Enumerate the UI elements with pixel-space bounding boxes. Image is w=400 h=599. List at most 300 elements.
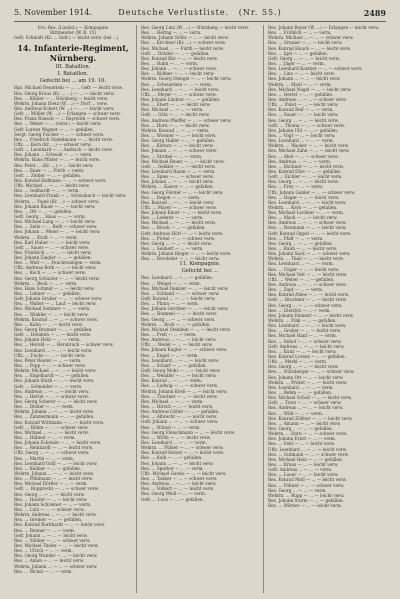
casualty-entry: Res. ... Unger — ... — leicht verw. <box>268 266 340 272</box>
casualty-entry: Res. ... Herold — ... Hersbruck — schwer verw. <box>14 342 114 348</box>
casualty-entry: Res. ... Gebhardt — ... — verm. <box>14 188 80 194</box>
casualty-entry: Res. Konrad Moll — ... — leicht verw. <box>268 477 347 483</box>
casualty-entry: Res. Andreas ... — ... — leicht verw. <box>14 388 90 394</box>
column-divider <box>263 25 264 593</box>
casualty-entry: Res. Andreas ... — ... — schwer verw. <box>268 282 347 288</box>
casualty-entry: Res. ... Pfann — ... — verm. <box>141 301 199 307</box>
casualty-entry: Res. ... Köhler — ... Nürnberg — leicht verw. <box>14 95 109 101</box>
casualty-entry: Res. Andreas ... — ... — leicht verw. <box>141 337 217 343</box>
casualty-entry: Res. Michael ... — ... — leicht verw. <box>14 429 89 435</box>
casualty-entry: Res. ... Albrecht — ... — leicht verw. <box>141 414 218 420</box>
casualty-entry: Res. ... Wirth — ... — leicht verw. <box>141 434 211 440</box>
casualty-entry: Res. Georg ... — ... — leicht verw. <box>141 240 212 246</box>
casualty-entry: Res. Michael ... — Fürth — leicht verw. <box>141 45 224 51</box>
casualty-entry: Res. ... Kraus — ... — leicht verw. <box>268 461 339 467</box>
casualty-entry: Res. ... Engelhardt — ... — gefallen. <box>14 373 90 379</box>
casualty-entry: Res. Johann ... Meier — ... — leicht verw. <box>14 229 101 235</box>
casualty-entry: Res. Karl Huber — ... — leicht verw. <box>14 239 91 245</box>
casualty-entry: Res. Michael Lechner — ... — verm. <box>268 210 345 216</box>
casualty-entry: Res. Leonhard ... — ... — leicht verw. <box>268 199 347 205</box>
casualty-entry: Res. ... Seitz — ... Roth — schwer verw. <box>14 224 98 230</box>
casualty-entry: Res. ... Scharf — ... — gefallen. <box>141 362 207 368</box>
casualty-entry: Wehrm. Michael ... — ... — leicht verw. <box>14 368 97 374</box>
casualty-entry: Res. ... Reinhardt — ... — leicht verw. <box>14 445 94 451</box>
casualty-entry: Res. ... Kunz — ... — leicht verw. <box>268 348 337 354</box>
casualty-entry: Gefr. Andreas Hörl — ... — leicht verw. <box>141 230 224 236</box>
casualty-entry: Res. ... Rösch — ... — gefallen. <box>141 225 206 231</box>
casualty-entry: Uffz. ... Merkl — ... — verm. <box>268 359 328 365</box>
casualty-entry: Wehrm. Johann Dietz (W. ...) — Dorf ... verw. <box>14 100 108 106</box>
casualty-entry: Res. Georg Brunner — ... — gefallen. <box>14 327 93 333</box>
casualty-entry: Res. Johann Ziegler — ... — gefallen. <box>14 255 92 261</box>
casualty-entry: Res. Johann Ott — ... — leicht verw. <box>268 374 344 380</box>
casualty-entry: Res. ... Hirsch — ... — leicht verw. <box>141 403 214 409</box>
casualty-entry: Res. Leonhard ... — ... — leicht verw. <box>141 86 220 92</box>
casualty-entry: Res. ... Trautner — ... — leicht verw. <box>141 393 218 399</box>
casualty-entry: Uffz. Andreas Roth — ... — leicht verw. <box>14 265 97 271</box>
casualty-entry: Res. Johann ... — ... — schwer verw. <box>141 66 218 72</box>
casualty-entry: Res. ... Amon — ... — leicht verw. <box>14 558 85 564</box>
col1-pre-line: Ers.-Res. (Landst.) — Kompagnie <box>37 25 109 30</box>
casualty-entry: Res. Georg Lutz (W. ...) — Nürnberg — leicht verw. <box>141 25 250 30</box>
casualty-entry: Wehrm. ... Dorn — ... — schwer verw. <box>268 431 348 437</box>
casualty-entry: Res. Konrad Zöllner — ... — leicht verw. <box>268 415 353 421</box>
casualty-entry: Wehrm. ... Vogel (Kr. ...) — schwer verw. <box>14 198 100 204</box>
casualty-entry: Hpt. Michael Deuerlein — ... ... Gefr. — leicht verw. <box>14 85 123 91</box>
casualty-entry: Wehrm. Konrad ... — ... — schwer verw. <box>14 316 99 322</box>
casualty-entry: Res. ... Pöhlmann — ... — leicht verw. <box>14 476 94 482</box>
casualty-entry: Res. ... Rößner — ... — leicht verw. <box>141 71 215 77</box>
casualty-entry: Res. ... Neumann — ... — leicht verw. <box>268 225 347 231</box>
casualty-entry: Res. Johann Eckstein — ... — leicht verw. <box>14 440 102 446</box>
casualty-entry: Res. Andreas ... — ... — schwer verw. <box>268 220 347 226</box>
casualty-entry: Res. ... Distler — ... — verm. <box>14 404 74 410</box>
casualty-entry: Res. Georg Weiß — ... — verm. <box>141 491 207 497</box>
casualty-entry: Res. Michael Hanf — ... — verm. <box>268 333 337 339</box>
casualty-entry: Res. ... Horn — ... — leicht verw. <box>141 122 210 128</box>
casualty-entry: Res. Friedrich ... — ... — leicht verw. <box>14 249 92 255</box>
casualty-list <box>14 85 132 573</box>
casualty-entry: Wehrm. Johann Stöhr — ... — leicht verw. <box>141 35 229 41</box>
casualty-entry: Res. Johann Uhl — ... — gefallen. <box>268 127 339 133</box>
casualty-entry: Wehrm. ... Probst — ... — leicht verw. <box>268 379 348 385</box>
casualty-entry: Res. Hans Schmid — ... — leicht verw. <box>14 285 95 291</box>
casualty-entry: Res. Georg ... — ... — leicht verw. <box>268 117 339 123</box>
casualty-entry: Res. ... Popp — ... — schwer verw. <box>14 363 86 369</box>
casualty-entry: Res. Georg ... — ... — gefallen. <box>268 425 333 431</box>
casualty-entry: Gefr. Lorenz Wagner — ... — gefallen. <box>14 126 94 132</box>
casualty-entry: Uffz. Georg ... — ... — schwer verw. <box>14 450 90 456</box>
casualty-entry: Gefr. Georg ... — ... — leicht verw. <box>268 55 341 61</box>
casualty-entry: Res. Johann Bayer (W. ...) — Erlangen — leicht verw. <box>268 25 380 30</box>
casualty-entry: Res. ... Hübner — ... — verm. <box>14 434 76 440</box>
casualty-entry: Res. ... Ebert — ... — leicht verw. <box>141 102 211 108</box>
column-2 <box>141 25 259 593</box>
casualty-entry: Res. ... Prell — ... — verm. <box>141 332 197 338</box>
casualty-entry: Res. Georg Scherer — ... — leicht verw. <box>14 399 98 404</box>
casualty-entry: Wehrm. Johann ... — ... — leicht verw. <box>14 470 95 476</box>
casualty-entry: Res. ... Renner — ... — verm. <box>14 527 76 533</box>
casualty-entry: Gefr. ... Leonhard — ... Ansbach — leicht verw. <box>14 147 113 153</box>
casualty-entry: Res. ... Nürnberger — ... — schwer verw. <box>268 369 355 375</box>
casualty-entry: Res. Johann Sturm — ... — gefallen. <box>268 497 344 503</box>
casualty-entry: Res. Michael Nagel — ... — leicht verw. <box>268 86 352 92</box>
casualty-entry: Res. ... Greiner — ... — gefallen. <box>14 517 83 523</box>
casualty-entry: Wehrm. ... Bock — ... — gefallen. <box>141 321 211 327</box>
casualty-entry: Res. ... Ludwig — ... — schwer verw. <box>141 383 219 389</box>
casualty-entry: Gefr. ... Sauer — ... — schwer verw. <box>14 244 89 250</box>
casualty-entry: Wehrm. ... Kraft — ... — verm. <box>14 234 78 240</box>
casualty-entry: Res. Johann ... — ... — leicht verw. <box>141 179 214 185</box>
casualty-entry: Wehrm. Konrad ... — ... — verm. <box>141 127 210 133</box>
casualty-entry: Res. Konrad Wittmann — ... — leicht verw. <box>14 419 105 425</box>
casualty-entry: Res. ... Rauh — ... — leicht verw. <box>268 246 338 252</box>
casualty-entry: Res. Konrad Hauck — ... — leicht verw. <box>268 45 352 51</box>
casualty-entry: Gefr. ... Müller (W. ...) — Erlangen — schwer verw. <box>14 111 121 117</box>
casualty-entry: Res. Leonhard ... — ... — verm. <box>268 138 334 144</box>
casualty-entry: Res. ... Söllner — ... — schwer verw. <box>14 537 91 543</box>
casualty-entry: Res. Johann ... Schwab — ... — verm. <box>14 152 93 158</box>
casualty-entry: Res. Konrad Lorenz — ... — gefallen. <box>268 354 346 359</box>
casualty-entry: Res. ... Scheuerlein — ... — verm. <box>141 81 213 87</box>
casualty-list <box>141 275 259 501</box>
casualty-entry: Res. ... Ulrich — ... — verm. <box>14 548 73 554</box>
casualty-entry: Res. ... Zapf — ... — verm. <box>268 287 324 293</box>
casualty-entry: Res. Johann Schreiner — ... — verm. <box>14 501 92 507</box>
casualty-entry: Res. ... Weber — ... (verw.) — leicht verw. <box>14 121 102 127</box>
casualty-entry: Res. ... Imhof — ... — schwer verw. <box>268 338 342 344</box>
casualty-entry: Gefr. ... Thoma — ... — schwer verw. <box>268 122 345 128</box>
casualty-entry: Res. ... Pickel — ... — schwer verw. <box>141 235 216 241</box>
casualty-entry: Res. Michael Steinlein — ... — leicht verw. <box>141 326 231 332</box>
casualty-entry: Res. Leonhard ... — ... — verm. <box>268 384 334 390</box>
casualty-entry: Res. Andreas Pfeiffer — ... — schwer verw. <box>141 117 232 123</box>
regiment-heading: 14. Infanterie-Regiment, Nürnberg. <box>17 43 129 64</box>
casualty-entry: Res. Georg ... — ... — verm. <box>268 487 327 493</box>
casualty-entry: Res. ... Hahn — ... — verm. <box>141 60 199 66</box>
casualty-entry: Gefr. ... Heinlein — ... — leicht verw. <box>14 332 92 338</box>
casualty-entry: Res. Georg Fleischmann — ... — leicht verw. <box>141 429 236 435</box>
casualty-entry: Res. ... Igel — ... — gefallen. <box>268 50 329 56</box>
casualty-entry: Res. ... Walter — ... Lauf — leicht verw. <box>14 301 97 307</box>
casualty-entry: Res. ... Kellner — ... — gefallen. <box>14 465 82 471</box>
casualty-entry: Res. ... Spies — ... — schwer verw. <box>141 174 214 180</box>
casualty-entry: Wehrm. ... Kaiser — ... — gefallen. <box>141 184 214 190</box>
casualty-entry: Wehrm. ... Maul — ... — verm. <box>268 81 332 87</box>
casualty-entry: Res. Konrad ... — ... — verm. <box>141 378 203 384</box>
casualty-entry: Gefr. ... Böhm — ... — schwer verw. <box>14 424 89 430</box>
casualty-entry: Res. Andreas ... — ... — schwer verw. <box>268 96 347 102</box>
casualty-entry: Res. ... Kolb — ... — gefallen. <box>141 455 203 461</box>
casualty-entry: Wehrm. ... Rupp — ... — leicht verw. <box>268 492 345 498</box>
casualty-entry: Gefr. Georg Mohr — ... — leicht verw. <box>141 368 221 373</box>
casualty-entry: Res. ... Lutz — ... — schwer verw. <box>14 506 85 512</box>
casualty-entry: Gefr. ... Trost — ... — schwer verw. <box>268 400 342 406</box>
casualty-entry: Res. ... Sperber — ... — verm. <box>141 465 204 471</box>
casualty-entry: Res. ... Hager — ... — leicht verw. <box>268 194 340 200</box>
casualty-entry: Res. Johann Sack — ... — schwer verw. <box>268 251 351 257</box>
casualty-entry: Res. ... Wolf — ... Feuchtwangen — verm. <box>14 260 102 266</box>
casualty-entry: Res. ... Degen — ... — verm. <box>141 194 201 200</box>
casualty-entry: Gefr. ... Dotzler — ... — gefallen. <box>141 50 210 56</box>
casualty-entry: Wehrm. Michael ... — ... — schwer verw. <box>268 35 354 41</box>
casualty-entry: Res. Konrad Reif — ... — verm. <box>268 107 334 113</box>
casualty-entry: Res. Johann Emmert — ... — leicht verw. <box>268 312 354 318</box>
casualty-entry: Wehrm. ... Pühler — ... — schwer verw. <box>141 445 224 451</box>
casualty-entry: Res. ... Drechsler — ... — leicht verw. <box>141 256 220 262</box>
casualty-entry: Res. Michael Deinzer — ... — leicht verw. <box>141 285 229 291</box>
casualty-entry: Res. Michael Bauer — ... — leicht verw. <box>141 158 225 164</box>
casualty-entry: Res. ... Strobel — ... — verm. <box>141 153 203 159</box>
casualty-entry: Res. Michael ... — ... — leicht verw. <box>141 220 216 226</box>
casualty-entry: Gefr. Johann Gruber — ... — schwer verw. <box>14 296 103 302</box>
casualty-entry: Res. Michael ... — ... — verm. <box>141 107 204 113</box>
casualty-entry: Res. ... Linz — ... — leicht verw. <box>268 71 335 77</box>
casualty-entry: Res. ... Lehner — ... — gefallen. <box>14 291 81 297</box>
casualty-entry: Wehrm. ... Wacker — ... — leicht verw. <box>268 143 350 149</box>
casualty-entry: Gefr. ... Rupprecht — ... — schwer verw. <box>14 486 99 492</box>
header-page-number: 2489 <box>363 8 386 18</box>
casualty-entry: Res. Georg ... — ... — leicht verw. <box>268 179 339 185</box>
casualty-entry: Res. Johann Bauer — ... — leicht verw. <box>14 203 96 209</box>
col1-pre-line: Gefr. Schmidt (Kr. ... Gefr.) — leicht verw. (bei ...) <box>14 35 119 41</box>
casualty-entry: Uffz. ... Pabst — ... — leicht verw. <box>268 102 339 108</box>
casualty-entry: Res. Andreas Eckert (W. ...) — ... — leicht verw. <box>14 105 115 111</box>
casualty-entry: Uffz. Johann Gabler — ... — schwer verw. <box>268 189 356 195</box>
casualty-entry: Wehrm. ... Fink — ... — gefallen. <box>268 318 337 324</box>
casualty-entry: Res. Konrad Bär — ... — leicht verw. <box>141 55 218 61</box>
casualty-entry: Gefr. Andreas ... — ... — leicht verw. <box>268 343 345 349</box>
casualty-entry: Res. ... Gutmann — ... — schwer verw. <box>268 451 349 457</box>
casualty-entry: Res. Johann Gerstner — ... — leicht verw. <box>141 306 229 312</box>
casualty-entry: Res. ... Wörner — ... — leicht verw. <box>268 503 342 509</box>
casualty-entry: Res. Leonhard ... — ... — leicht verw. <box>14 347 93 353</box>
casualty-entry: Uffz. ... Kern (Kr. ...) — schwer verw. <box>14 141 92 147</box>
casualty-entry: Res. ... Bickel — ... — verm. <box>14 568 73 574</box>
casualty-entry: Res. Georg ... — ... — schwer verw. <box>141 316 216 322</box>
casualty-entry: Res. Michael Veit — ... — leicht verw. <box>268 271 348 277</box>
casualty-entry: Res. Andreas ... — ... — leicht verw. <box>141 481 217 487</box>
casualty-entry: Gefr. Johann ... — ... — leicht verw. <box>14 532 88 538</box>
casualty-entry: Res. ... Weigel — ... — verm. <box>141 280 201 286</box>
casualty-entry: Gefr. ... Eichler — ... — leicht verw. <box>268 174 343 180</box>
casualty-entry: Res. Peter Reuter — ... — verm. <box>14 357 82 363</box>
casualty-entry: Res. Georg ... — ... — leicht verw. <box>14 491 85 497</box>
casualty-entry: Gefr. ... Zeitler — ... — gefallen. <box>14 172 82 178</box>
casualty-entry: Res. ... Feld — ... — leicht verw. <box>268 441 336 447</box>
casualty-entry: Uffz. Michael ... — ... — leicht verw. <box>14 183 90 189</box>
casualty-entry: Wehrm. Georg Stengel — ... — leicht verw. <box>141 76 232 82</box>
casualty-entry: Res. ... Volkert — ... — leicht verw. <box>141 486 215 492</box>
casualty-entry: Res. ... Abel — ... — schwer verw. <box>268 153 339 159</box>
battle-subheading: Gefecht bei ... am 19. 10. <box>39 78 107 85</box>
casualty-entry: Res. Leonhard ... — ... — leicht verw. <box>268 323 347 329</box>
casualty-entry: Res. ... Amann — ... — leicht verw. <box>268 420 341 426</box>
casualty-entry: Res. Andreas ... — ... — leicht verw. <box>268 405 344 411</box>
casualty-entry: Res. ... Lederer — ... — verm. <box>141 215 204 221</box>
casualty-entry: Res. Michael Scholl — ... — leicht verw. <box>268 395 353 401</box>
company-subheading: 11. Kompagnie. <box>179 261 221 268</box>
battalion-subheading: III. Bataillon. <box>55 64 91 71</box>
column-1 <box>14 25 132 593</box>
casualty-entry: Uffz. ... Weber — ... — gefallen. <box>268 276 335 282</box>
casualty-entry: Res. ... Kirchner (Kr. ...) — schwer verw. <box>141 40 227 46</box>
header-title-block <box>14 6 386 20</box>
casualty-entry: Res. ... Engel — ... — verm. <box>141 352 199 358</box>
casualty-entry: Res. Georg Schuster — ... — leicht verw. <box>14 275 100 281</box>
casualty-entry: Res. Andreas Göller — ... — gefallen. <box>141 409 220 415</box>
casualty-entry: Res. Michael Dörfler — ... — verm. <box>14 481 88 487</box>
casualty-entry: Res. Georg Förster — ... — leicht verw. <box>141 189 224 195</box>
casualty-entry: Res. Leonhard ... — ... — gefallen. <box>141 275 214 281</box>
casualty-entry: Wehrm. Andreas ... — ... — leicht verw. <box>14 512 97 518</box>
casualty-entry: Res. ... Ott — ... — gefallen. <box>14 208 73 214</box>
casualty-entry: Res. Georg Wunder — ... — leicht verw. <box>14 553 98 559</box>
casualty-entry: Res. Konrad Ahles — ... — leicht verw. <box>268 292 350 298</box>
casualty-entry: Res. Peter ... (Kr. ...) — ... leicht verw. <box>14 162 94 168</box>
casualty-entry: Uffz. Michael Gareis — ... — leicht verw. <box>141 470 227 476</box>
casualty-entry: Res. ... Hertel — ... — schwer verw. <box>14 393 89 399</box>
casualty-entry: Res. ... Gruber — ... — leicht verw. <box>268 328 342 334</box>
casualty-entry: Res. ... Friedrich Stadelmann — ... leicht verw. <box>14 136 113 142</box>
casualty-entry: Res. ... Hacker — ... — leicht verw. <box>14 496 88 502</box>
casualty-entry: Res. ... Oertel — ... — gefallen. <box>268 91 334 97</box>
casualty-entry: Res. Michael Zahn — ... — leicht verw. <box>268 148 350 154</box>
column-divider <box>136 25 137 593</box>
casualty-entry: Gefr. ... Bruckner — ... — leicht verw. <box>268 297 347 303</box>
casualty-entry: Gefr. ... Loos — ... — gefallen. <box>141 496 204 502</box>
casualty-entry: Res. Johann ... — ... — leicht verw. <box>268 76 341 82</box>
header-issue: (Nr. 55.) <box>238 8 282 17</box>
casualty-entry: Res. ... Lauer — ... — leicht verw. <box>268 472 339 478</box>
casualty-entry: Gefr. Georg ... Haas — ... — verm. <box>14 213 86 219</box>
casualty-entry: Res. Michael Lang — ... — leicht verw. <box>14 219 96 225</box>
casualty-entry: Gefr. Konrad Oppel — ... — leicht verw. <box>268 230 352 236</box>
casualty-entry: Res. Georg Kraus (Kr. ... ...) — ... — leicht verw. <box>14 90 115 96</box>
casualty-entry: Res. ... Winkler — ... — leicht verw. <box>14 311 89 317</box>
casualty-entry: Wehrm. ... Kern — ... — gefallen. <box>268 204 338 210</box>
columns <box>14 25 386 593</box>
casualty-entry: Res. Johann ... — ... — schwer verw. <box>141 148 218 154</box>
casualty-entry: Res. Andreas ... — ... — verm. <box>268 158 332 164</box>
casualty-entry: Wehrm. Hans Pfister — ... — leicht verw. <box>14 157 101 163</box>
casualty-entry: Res. ... Sauer — ... — leicht verw. <box>268 112 339 118</box>
casualty-entry: Res. ... Rehm — ... — gefallen. <box>268 389 333 395</box>
casualty-entry: Res. Leonhard ... — ... — verm. <box>268 261 334 267</box>
casualty-entry: Res. Johann Kugler — ... — schwer verw. <box>141 347 228 353</box>
casualty-entry: Gefr. ... Geißler — ... — leicht verw. <box>141 163 216 169</box>
column-3 <box>268 25 386 593</box>
page-header <box>14 6 386 20</box>
casualty-entry: Uffz. ... Meyer — ... — schwer verw. <box>141 91 217 97</box>
casualty-entry: Res. Konrad Dürr — ... — gefallen. <box>268 168 342 174</box>
casualty-entry: Uffz. ... Mayer — ... — schwer verw. <box>141 204 217 210</box>
casualty-entry: Res. Johann Stark — ... — leicht verw. <box>14 378 95 384</box>
casualty-entry: Res. ... Martin — ... — verm. <box>14 455 75 461</box>
casualty-entry: Gefr. Johann ... — ... — schwer verw. <box>141 419 219 425</box>
casualty-entry: Res. ... Wendler — ... — leicht verw. <box>141 373 217 379</box>
casualty-entry: Uffz. ... Wedel — ... — leicht verw. <box>141 342 213 348</box>
casualty-entry: Res. ... Zimmermann — ... — gefallen. <box>14 414 95 420</box>
casualty-entry: Wehrm. ... Beck — ... — verm. <box>14 280 78 286</box>
header-title: Deutsche Verlustliste. <box>118 8 230 17</box>
casualty-entry: Gefr. ... Götz — ... — leicht verw. <box>141 112 210 118</box>
casualty-entry: Res. Franz Rausch — ... Bayreuth — schwer verw. <box>14 116 121 122</box>
casualty-entry: Res. Leonhard ... — ... — verm. <box>141 439 207 445</box>
casualty-entry: Res. Johann ... — ... — leicht verw. <box>141 460 214 466</box>
casualty-entry: Res. Leonhard Gräf — ... — leicht verw. <box>14 460 98 466</box>
casualty-entry: Wehrm. ... Thiel — ... — leicht verw. <box>268 256 344 262</box>
casualty-entry: Res. Johann Knorr — ... — leicht verw. <box>141 210 223 216</box>
casualty-entry: Res. ... Mack — ... — leicht verw. <box>268 215 338 221</box>
casualty-entry: Res. ... Wild — ... — verm. <box>268 410 324 416</box>
casualty-entry: Res. ... Hummel — ... — leicht verw. <box>141 311 218 317</box>
casualty-list <box>268 25 386 508</box>
casualty-entry: Res. Georg ... — ... — leicht verw. <box>268 364 339 370</box>
header-date: 5. November 1914. <box>14 8 92 17</box>
casualty-entry: Wehrm. Johann Rieger — ... — leicht verw. <box>141 251 232 257</box>
casualty-entry: Res. ... Pfaff — ... — verm. <box>268 235 324 241</box>
casualty-entry: Res. Georg Haller — ... — gefallen. <box>141 138 216 144</box>
casualty-entry: Gefr. ... Schneider — ... — verm. <box>14 383 83 389</box>
casualty-entry: Res. ... Koch — ... — schwer verw. <box>14 270 86 276</box>
casualty-entry: Res. ... Nützel — ... — verm. <box>141 424 201 430</box>
casualty-entry: Wehrm. Johann ... — ... — leicht verw. <box>14 409 95 415</box>
casualty-entry: Res. Michael Thaler — ... — leicht verw. <box>14 542 99 548</box>
casualty-entry: Res. Konrad ... — ... — leicht verw. <box>141 199 215 205</box>
casualty-entry: Res. Michael Hein — ... — gefallen. <box>268 456 344 462</box>
casualty-entry: Gefr. Andreas ... — ... — verm. <box>268 467 333 473</box>
casualty-entry: Res. ... Grasser — ... — leicht verw. <box>268 40 343 46</box>
casualty-entry: Res. Johann Ernst — ... — verm. <box>268 436 336 442</box>
casualty-entry: Res. Michael ... — ... — verm. <box>141 398 204 404</box>
casualty-entry: Res. Konrad Hofmann — ... — schwer verw. <box>14 177 107 183</box>
casualty-entry: Res. ... Jäger — ... — verm. <box>268 60 325 66</box>
header-rule <box>14 21 386 22</box>
casualty-entry: Res. Georg ... — ... — gefallen. <box>268 240 333 246</box>
casualty-entry: Res. ... Dietrich — ... — verm. <box>268 307 331 313</box>
casualty-entry: Res. ... Baier — ... Fürth — verm. <box>14 167 85 173</box>
casualty-entry: Res. Johann Held — ... — verm. <box>14 337 81 343</box>
casualty-entry: Res. Johann Lindner — ... — gefallen. <box>141 96 221 102</box>
casualty-entry: Res. Leonhard Kastner — ... — schwer verw. <box>268 66 363 72</box>
casualty-list <box>141 25 259 261</box>
casualty-entry: Res. ... Vogt — ... — leicht verw. <box>268 132 336 138</box>
col1-pre-line: Rittmeister (W. R. 15) <box>50 30 96 36</box>
casualty-entry: Res. ... Buchner — ... — leicht verw. <box>268 163 344 169</box>
battalion-subheading: I. Bataillon. <box>57 71 89 78</box>
casualty-entry: Res. ... Seubert — ... — verm. <box>141 246 204 252</box>
casualty-entry: Wehrm. Johann Kreß — ... — leicht verw. <box>141 388 228 394</box>
battle-subheading: Gefecht bei ... <box>181 268 219 275</box>
casualty-entry: Res. Leonhard ... — ... — leicht verw. <box>141 357 220 363</box>
casualty-entry: Res. ... Tauber — ... — schwer verw. <box>141 475 218 481</box>
casualty-entry: Res. ... Fröhlich — ... — verm. <box>268 30 332 36</box>
casualty-entry: Res. ... Frey — ... — verm. <box>268 184 324 190</box>
casualty-entry: Res. ... Hering — ... — verm. <box>141 30 202 36</box>
casualty-entry: Gefr. Konrad ... — ... — leicht verw. <box>141 296 216 302</box>
casualty-entry: Res. Leonhard Raum — ... — verm. <box>141 168 216 174</box>
casualty-entry: Res. Konrad Hetzel — ... — leicht verw. <box>141 450 225 456</box>
casualty-entry: Res. ... Wiesner — ... — leicht verw. <box>141 132 217 138</box>
casualty-entry: Res. ... Schlund — ... — schwer verw. <box>141 290 220 296</box>
casualty-entry: Res. Michael Sommer — ... — verm. <box>14 306 91 312</box>
casualty-entry: Res. ... Pöhner — ... — schwer verw. <box>268 482 345 488</box>
casualty-entry: Res. Leonhard Frank — ... Schwabach — leicht verw. <box>14 193 127 199</box>
casualty-entry: Wehrm. Johann ... — ... — schwer verw. <box>14 563 98 569</box>
casualty-entry: Res. ... Körner — ... — leicht verw. <box>141 143 214 149</box>
casualty-entry: Res. Georg ... — ... — schwer verw. <box>268 302 343 308</box>
